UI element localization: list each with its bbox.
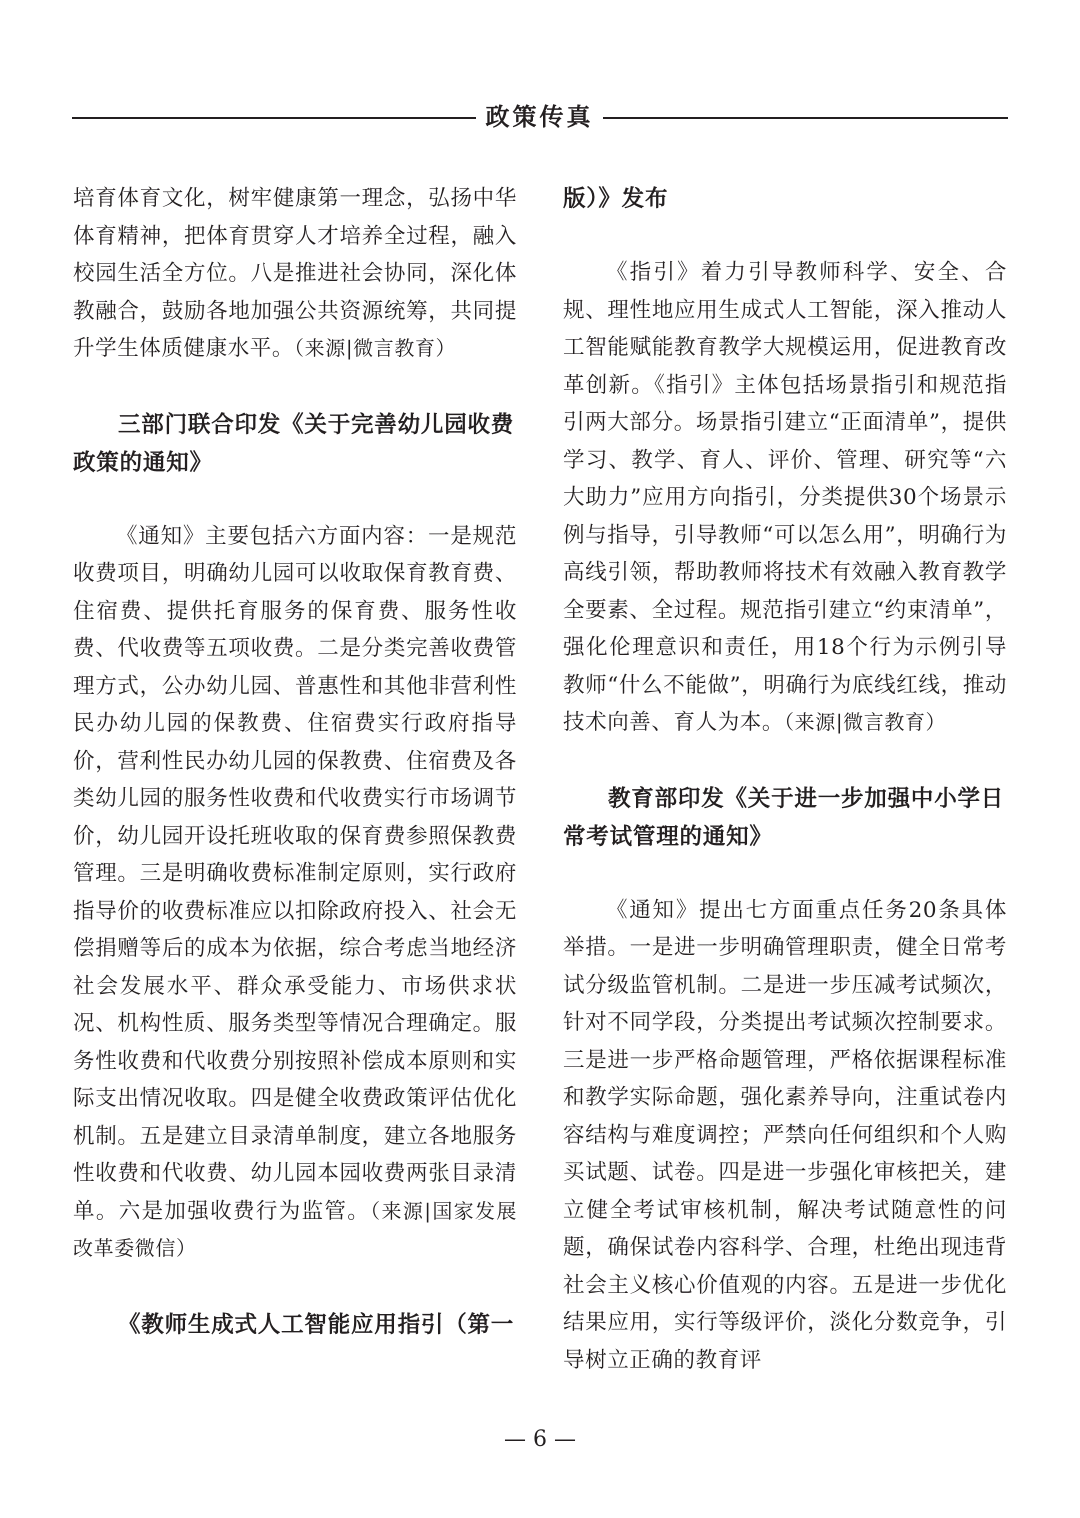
source-note: （来源|国家发展改革委微信） (73, 1198, 517, 1260)
header-rule-left (72, 117, 476, 119)
left-column (73, 180, 517, 1344)
heading-exam-management: 教育部印发《关于进一步加强中小学日常考试管理的通知》 (563, 785, 1005, 850)
source-note: （来源|微言教育） (294, 336, 457, 360)
paragraph-kindergarten-fees: 《通知》主要包括六方面内容：一是规范收费项目，明确幼儿园可以收取保育教育费、住宿费、提供托育服务的保育费、服务性收费、代收费等五项收费。二是分类完善收费管理方式，公办幼儿园、普惠性和其他非营利性民办幼儿园的保教费、住宿费实行政府指导价，营利性民办幼儿园的保教费、住宿费及各类幼儿园的服务性收费和代收费实行市场调节价，幼儿园开设托班收取的保育费参照保教费管理。三是明确收费标准制定原则，实行政府指导价的收费标准应以扣除政府投入、社会无偿捐赠等后的成本为依据，综合考虑当地经济社会发展水平、群众承受能力、市场供求状况、机构性质、服务类型等情况合理确定。服务性收费和代收费分别按照补偿成本原则和实际支出情况收取。四是健全收费政策评估优化机制。五是建立目录清单制度，建立各地服务性收费和代收费、幼儿园本园收费两张目录清单。六是加强收费行为监管。（来源|国家发展改革委微信） (73, 523, 517, 1260)
heading-ai-guide-end: 版）》发布 (563, 186, 669, 212)
page-number: — 6 — (504, 1427, 576, 1452)
right-column (563, 180, 1007, 1379)
paragraph-ai-guide: 《指引》着力引导教师科学、安全、合规、理性地应用生成式人工智能，深入推动人工智能赋能教育教学大规模运用，促进教育改革创新。《指引》主体包括场景指引和规范指引两大部分。场景指引建立“正面清单”，提供学习、教学、育人、评价、管理、研究等“六大助力”应用方向指引，分类提供30个场景示例与指导，引导教师“可以怎么用”，明确行为高线引领，帮助教师将技术有效融入教育教学全要素、全过程。规范指引建立“约束清单”，强化伦理意识和责任，用18个行为示例引导教师“什么不能做”，明确行为底线红线，推动技术向善、育人为本。（来源|微言教育） (563, 260, 1007, 735)
paragraph-sports-culture: 培育体育文化，树牢健康第一理念，弘扬中华体育精神，把体育贯穿人才培养全过程，融入校园生活全方位。八是推进社会协同，深化体教融合，鼓励各地加强公共资源统筹，共同提升学生体质健康水平。（来源|微言教育） (73, 186, 517, 361)
paragraph-exam-management: 《通知》提出七方面重点任务20条具体举措。一是进一步明确管理职责，健全日常考试分级监管机制。二是进一步压减考试频次，针对不同学段，分类提出考试频次控制要求。三是进一步严格命题管理，严格依据课程标准和教学实际命题，强化素养导向，注重试卷内容结构与难度调控；严禁向任何组织和个人购买试题、试卷。四是进一步强化审核把关，建立健全考试审核机制，解决考试随意性的问题，确保试卷内容科学、合理，杜绝出现违背社会主义核心价值观的内容。五是进一步优化结果应用，实行等级评价，淡化分数竞争，引导树立正确的教育评 (563, 897, 1007, 1373)
heading-kindergarten-fees: 三部门联合印发《关于完善幼儿园收费政策的通知》 (73, 411, 515, 476)
header-rule-right (603, 117, 1008, 119)
source-note: （来源|微言教育） (784, 710, 947, 734)
heading-ai-guide-start: 《教师生成式人工智能应用指引（第一 (118, 1311, 515, 1338)
section-title: 政策传真 (485, 103, 594, 131)
